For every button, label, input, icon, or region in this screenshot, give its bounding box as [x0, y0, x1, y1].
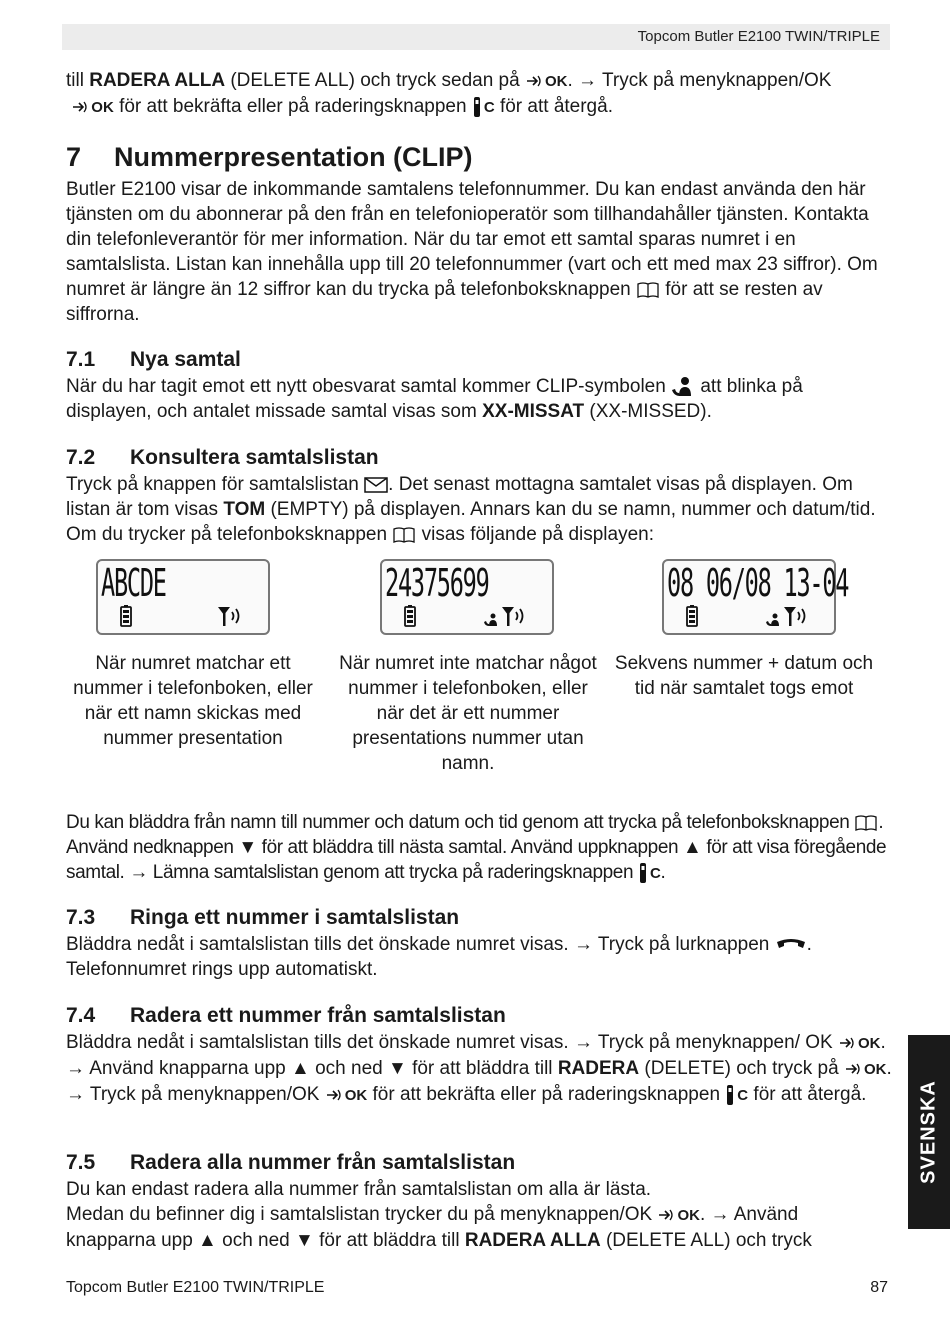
- section-paragraph: Butler E2100 visar de inkommande samtalens telefonnummer. Du kan endast använda den här tjänsten om du abonnerar på den från en telefonioperatör som tillhandahåller tjänsten. Kontakta din telefonleverantör för mer information. När du tar emot ett samtal sparas numret i en samtalslista. Listan kan innehålla upp till 20 telefonnummer (vart och ett med max 23 siffror). Om numret är längre än 12 siffror kan du trycka på telefonboksknappen för att se resten av siffrorna.: [66, 179, 878, 325]
- handset-icon: [472, 96, 482, 118]
- handset-icon: [638, 862, 648, 884]
- display-caption: Sekvens nummer + datum och tid när samtalet togs emot: [614, 653, 874, 699]
- antenna-icon: [782, 605, 810, 627]
- antenna-icon: [500, 605, 528, 627]
- battery-icon: [686, 605, 698, 627]
- subsection-paragraph: Du kan endast radera alla nummer från samtalslistan om alla är lästa. Medan du befinner dig i samtalslistan trycker du på menyknappen/OK OK. → Använd knapparna upp ▲ och ned ▼ för att bläddra till RADERA ALLA (DELETE ALL) och tryck: [66, 1179, 812, 1251]
- intro-paragraph: till RADERA ALLA (DELETE ALL) och tryck sedan på OK. → Tryck på menyknappen/OK OK för att bekräfta eller på raderingsknappen C för att återgå.: [66, 70, 832, 117]
- battery-icon: [404, 605, 416, 627]
- subsection-title-7-2: 7.2 Konsultera samtalslistan: [66, 446, 379, 469]
- menu-ok-icon: [657, 1208, 675, 1222]
- lcd-display: [662, 559, 849, 635]
- subsection-paragraph: När du har tagit emot ett nytt obesvarat samtal kommer CLIP-symbolen att blinka på displayen, och antalet missade samtal visas som XX-MISSAT (XX-MISSED).: [66, 376, 803, 422]
- subsection-title-7-4: 7.4 Radera ett nummer från samtalslistan: [66, 1004, 506, 1027]
- subsection-title-7-3: 7.3 Ringa ett nummer i samtalslistan: [66, 906, 460, 929]
- footer-title: Topcom Butler E2100 TWIN/TRIPLE: [66, 1279, 325, 1296]
- section-title: 7 Nummerpresentation (CLIP): [66, 142, 473, 172]
- menu-ok-icon: [525, 74, 543, 88]
- menu-ok-icon: [71, 100, 89, 114]
- subsection-paragraph: Bläddra nedåt i samtalslistan tills det önskade numret visas. → Tryck på lurknappen . Telefonnumret rings upp automatiskt.: [66, 934, 812, 980]
- display-caption: När numret inte matchar något nummer i telefonboken, eller när det är ett nummer presentations nummer utan namn.: [339, 653, 597, 774]
- subsection-title-7-1: 7.1 Nya samtal: [66, 348, 241, 371]
- antenna-icon: [216, 605, 244, 627]
- page-header: [62, 24, 890, 50]
- clip-icon: [766, 613, 780, 627]
- language-tab: [908, 1035, 950, 1229]
- clip-icon: [484, 613, 498, 627]
- lcd-display: [380, 559, 554, 635]
- menu-ok-icon: [325, 1088, 343, 1102]
- lcd-display: [96, 559, 270, 635]
- display-caption: När numret matchar ett nummer i telefonboken, eller när ett namn skickas med nummer presentation: [73, 653, 313, 749]
- phonebook-icon: [392, 526, 416, 544]
- phonebook-icon: [636, 281, 660, 299]
- lcd-status-icons: [120, 603, 244, 627]
- page-number: 87: [870, 1279, 888, 1296]
- menu-ok-icon: [838, 1036, 856, 1050]
- envelope-icon: [364, 477, 388, 493]
- lcd-text: 24375699: [385, 561, 489, 605]
- lcd-text: 08 06/08 13-04: [667, 561, 849, 605]
- lcd-status-icons: [404, 603, 528, 627]
- lcd-status-icons: [686, 603, 810, 627]
- lcd-text: ABCDE: [101, 561, 166, 605]
- battery-icon: [120, 605, 132, 627]
- menu-ok-icon: [844, 1062, 862, 1076]
- language-tab-label: SVENSKA: [917, 1080, 940, 1184]
- subsection-title-7-5: 7.5 Radera alla nummer från samtalslistan: [66, 1151, 516, 1174]
- phonebook-icon: [854, 814, 878, 832]
- phone-call-icon: [775, 938, 807, 952]
- clip-icon: [671, 376, 695, 398]
- browse-paragraph: Du kan bläddra från namn till nummer och datum och tid genom att trycka på telefonboksknappen . Använd nedknappen ▼ för att bläddra till nästa samtal. Använd uppknappen ▲ för att visa föregående samtal. → Lämna samtalslistan genom att trycka på raderingsknappen C.: [66, 812, 887, 883]
- handset-icon: [725, 1084, 735, 1106]
- subsection-paragraph: Tryck på knappen för samtalslistan . Det senast mottagna samtalet visas på displayen. Om listan är tom visas TOM (EMPTY) på displayen. Annars kan du se namn, nummer och datum/tid. Om du trycker på telefonboksknappen visas följande på displayen:: [66, 474, 876, 545]
- subsection-paragraph: Bläddra nedåt i samtalslistan tills det önskade numret visas. → Tryck på menyknappen/ OK OK. → Använd knapparna upp ▲ och ned ▼ för att bläddra till RADERA (DELETE) och tryck på OK. → Tryck på menyknappen/OK OK för att bekräfta eller på raderingsknappen C för att återgå.: [66, 1032, 892, 1105]
- header-title: Topcom Butler E2100 TWIN/TRIPLE: [637, 28, 880, 45]
